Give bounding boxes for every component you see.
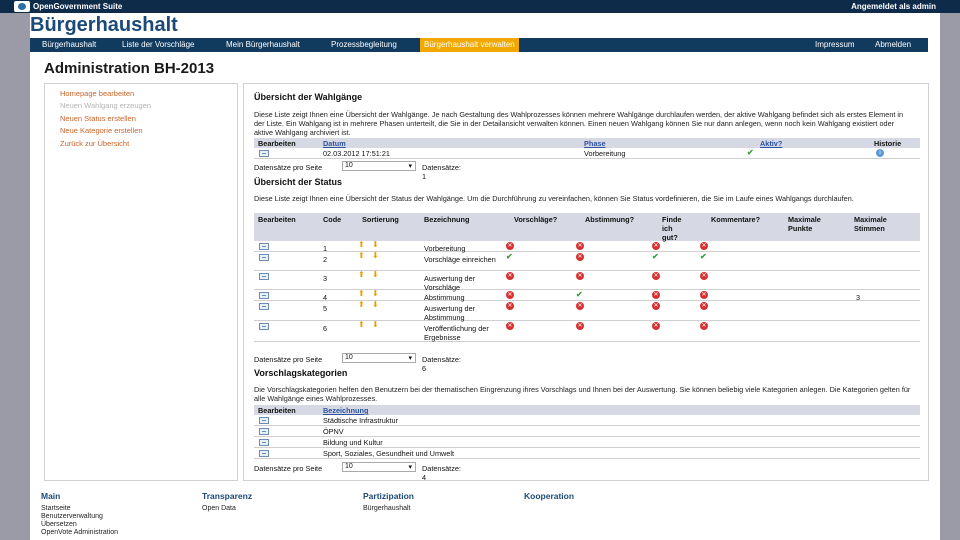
col-bearbeiten: Bearbeiten: [258, 139, 296, 148]
pager-label: Datensätze pro Seite: [254, 355, 323, 364]
suite-logo-icon: [14, 1, 30, 12]
edit-icon[interactable]: [259, 150, 269, 157]
cross-icon: ✕: [653, 303, 659, 309]
nav-item-liste-vorschlaege[interactable]: Liste der Vorschläge: [122, 40, 195, 49]
table-row: [254, 415, 920, 426]
col-code: Code: [323, 215, 342, 224]
row-bezeichnung: Städtische Infrastruktur: [323, 416, 399, 425]
edit-icon[interactable]: [259, 439, 269, 446]
row-bezeichnung: Auswertung der Abstimmung: [424, 304, 476, 322]
move-up-icon[interactable]: ⬆: [358, 270, 365, 279]
footer-heading: Kooperation: [524, 491, 575, 501]
per-page-select[interactable]: 10 ▾: [342, 462, 416, 472]
kategorien-text: Die Vorschlagskategorien helfen den Benutzern bei der thematischen Eingrenzung ihres Vorschlags und Ihnen bei der Auswertung. Sie können beliebig viele Kategorien anlegen. Die Kategorien gelten für alle Wahlgänge eines Wahlprozesses.: [254, 385, 911, 403]
check-icon: ✔: [576, 290, 583, 299]
cross-icon: ✕: [507, 323, 513, 329]
kategorien-table-header: [254, 405, 920, 415]
cross-icon: ✕: [507, 303, 513, 309]
sidebar-item-zurueck[interactable]: Zurück zur Übersicht: [60, 139, 130, 148]
row-bezeichnung: Vorschläge einreichen: [424, 255, 496, 264]
edit-icon[interactable]: [259, 417, 269, 424]
page-title: Administration BH-2013: [44, 60, 215, 77]
nav-item-buergerhaushalt[interactable]: Bürgerhaushalt: [42, 40, 97, 49]
row-code: 3: [323, 274, 328, 283]
footer-col-main: [41, 491, 118, 537]
check-icon: ✔: [747, 148, 754, 157]
move-down-icon[interactable]: ⬇: [372, 300, 379, 309]
sidebar-item-neue-kategorie[interactable]: Neue Kategorie erstellen: [60, 126, 143, 135]
check-icon: ✔: [652, 252, 659, 261]
row-bezeichnung: Sport, Soziales, Gesundheit und Umwelt: [323, 449, 455, 458]
col-max-punkte: Maximale Punkte: [788, 215, 821, 233]
row-bezeichnung: Vorbereitung: [424, 244, 466, 253]
cross-icon: ✕: [653, 292, 659, 298]
nav-item-prozessbegleitung[interactable]: Prozessbegleitung: [331, 40, 397, 49]
check-icon: ✔: [506, 252, 513, 261]
footer-heading: Transparenz: [202, 491, 253, 501]
row-bezeichnung: Veröffentlichung der Ergebnisse: [424, 324, 489, 342]
footer-link[interactable]: Benutzerverwaltung: [41, 513, 103, 520]
move-up-icon[interactable]: ⬆: [358, 320, 365, 329]
row-bezeichnung: Bildung und Kultur: [323, 438, 383, 447]
cross-icon: ✕: [701, 243, 707, 249]
move-up-icon[interactable]: ⬆: [358, 251, 365, 260]
col-aktiv[interactable]: Aktiv?: [760, 139, 783, 148]
status-text: Diese Liste zeigt Ihnen eine Übersicht der Status der Wahlgänge. Um die Durchführung zu vereinfachen, können Sie Status vordefinieren, die Sie im Laufe eines Wahlgangs durchlaufen.: [254, 194, 854, 203]
record-count: Datensätze: 4: [422, 464, 461, 482]
record-count: Datensätze: 6: [422, 355, 461, 373]
cross-icon: ✕: [701, 303, 707, 309]
edit-icon[interactable]: [259, 428, 269, 435]
sidebar-item-neuer-wahlgang: Neuen Wahlgang erzeugen: [60, 101, 152, 110]
nav-item-mein-buergerhaushalt[interactable]: Mein Bürgerhaushalt: [226, 40, 300, 49]
col-bezeichnung: Bezeichnung: [424, 215, 470, 224]
table-row: [254, 271, 920, 290]
suite-brand-label: OpenGovernment Suite: [33, 2, 123, 11]
status-heading: Übersicht der Status: [254, 177, 343, 187]
nav-item-abmelden[interactable]: Abmelden: [875, 40, 912, 49]
row-code: 2: [323, 255, 328, 264]
row-code: 5: [323, 304, 328, 313]
cross-icon: ✕: [653, 323, 659, 329]
cross-icon: ✕: [653, 243, 659, 249]
content-panel: [243, 83, 929, 481]
login-status: Angemeldet als admin: [851, 2, 936, 11]
check-icon: ✔: [700, 252, 707, 261]
row-bezeichnung: ÖPNV: [323, 427, 344, 436]
table-row: [254, 426, 920, 437]
sidebar-item-neuer-status[interactable]: Neuen Status erstellen: [60, 114, 136, 123]
col-abstimmung: Abstimmung?: [585, 215, 635, 224]
col-bezeichnung[interactable]: Bezeichnung: [323, 406, 369, 415]
edit-icon[interactable]: [259, 303, 269, 310]
footer-col-kooperation: [524, 491, 574, 505]
wahlgaenge-heading: Übersicht der Wahlgänge: [254, 92, 363, 102]
move-down-icon[interactable]: ⬇: [372, 240, 379, 249]
row-code: 6: [323, 324, 328, 333]
cross-icon: ✕: [577, 243, 583, 249]
move-down-icon[interactable]: ⬇: [372, 320, 379, 329]
table-row: [254, 321, 920, 342]
footer-link[interactable]: OpenVote Administration: [41, 529, 119, 536]
edit-icon[interactable]: [259, 254, 269, 261]
sidebar: [44, 83, 238, 481]
edit-icon[interactable]: [259, 273, 269, 280]
footer-link[interactable]: Bürgerhaushalt: [363, 505, 411, 512]
col-vorschlaege: Vorschläge?: [514, 215, 558, 224]
move-up-icon[interactable]: ⬆: [358, 289, 365, 298]
col-kommentare: Kommentare?: [711, 215, 761, 224]
cross-icon: ✕: [507, 273, 513, 279]
footer-link[interactable]: Übersetzen: [41, 521, 77, 528]
move-down-icon[interactable]: ⬇: [372, 270, 379, 279]
cross-icon: ✕: [701, 292, 707, 298]
nav-item-impressum[interactable]: Impressum: [815, 40, 855, 49]
pager-label: Datensätze pro Seite: [254, 464, 323, 473]
cross-icon: ✕: [577, 323, 583, 329]
info-icon[interactable]: i: [876, 149, 884, 157]
table-row: [254, 448, 920, 459]
table-row: [254, 148, 920, 159]
record-count: Datensätze: 1: [422, 163, 461, 181]
row-max-stimmen: 3: [856, 293, 861, 302]
suite-brand[interactable]: [14, 1, 122, 12]
wahlgaenge-text: Diese Liste zeigt Ihnen eine Übersicht der Wahlgänge. Je nach Gestaltung des Wahlprozesses können mehrere Wahlgänge durchlaufen werden, der aktive Wahlgang befindet sich als erstes Element in der Liste. Ein Wahlgang ist in mehrere Phasen unterteilt, die Sie in der Detailansicht verwalten können. Einen neuen Wahlgang können Sie nur dann anlegen, wenn noch kein Wahlgang existiert oder aktive Wahlgang archiviert ist.: [254, 110, 904, 137]
main-nav: [30, 38, 928, 52]
table-row: [254, 241, 920, 252]
cross-icon: ✕: [577, 254, 583, 260]
footer: [30, 491, 940, 540]
row-bezeichnung: Auswertung der Vorschläge: [424, 274, 476, 292]
move-up-icon[interactable]: ⬆: [358, 300, 365, 309]
cross-icon: ✕: [701, 323, 707, 329]
site-title[interactable]: Bürgerhaushalt: [30, 14, 178, 36]
footer-link[interactable]: Open Data: [202, 505, 236, 512]
per-page-select[interactable]: 10 ▾: [342, 353, 416, 363]
col-finde-ich-gut: Finde ich gut?: [662, 215, 682, 242]
row-datum: 02.03.2012 17:51:21: [323, 149, 390, 158]
row-bezeichnung: Abstimmung: [424, 293, 465, 302]
move-down-icon[interactable]: ⬇: [372, 251, 379, 260]
kategorien-heading: Vorschlagskategorien: [254, 368, 348, 378]
col-max-stimmen: Maximale Stimmen: [854, 215, 887, 233]
sidebar-item-homepage[interactable]: Homepage bearbeiten: [60, 89, 135, 98]
table-row: [254, 301, 920, 321]
nav-item-verwalten[interactable]: Bürgerhaushalt verwalten: [420, 38, 519, 52]
footer-col-partizipation: [363, 491, 414, 513]
row-phase: Vorbereitung: [584, 149, 626, 158]
per-page-select[interactable]: 10 ▾: [342, 161, 416, 171]
cross-icon: ✕: [701, 273, 707, 279]
col-bearbeiten: Bearbeiten: [258, 215, 296, 224]
edit-icon[interactable]: [259, 450, 269, 457]
col-datum[interactable]: Datum: [323, 139, 346, 148]
top-bar: [0, 0, 960, 13]
footer-heading: Main: [41, 491, 61, 501]
footer-col-transparenz: [202, 491, 252, 513]
col-phase[interactable]: Phase: [584, 139, 606, 148]
col-historie: Historie: [874, 139, 902, 148]
row-code: 4: [323, 293, 328, 302]
status-table-header: [254, 213, 920, 241]
table-row: [254, 290, 920, 301]
table-row: [254, 437, 920, 448]
move-up-icon[interactable]: ⬆: [358, 240, 365, 249]
cross-icon: ✕: [577, 303, 583, 309]
edit-icon[interactable]: [259, 323, 269, 330]
cross-icon: ✕: [653, 273, 659, 279]
wahlgaenge-pager: [254, 162, 461, 181]
table-row: [254, 252, 920, 271]
wahlgaenge-table-header: [254, 138, 920, 148]
edit-icon[interactable]: [259, 292, 269, 299]
row-code: 1: [323, 244, 328, 253]
footer-heading: Partizipation: [363, 491, 415, 501]
cross-icon: ✕: [507, 243, 513, 249]
col-bearbeiten: Bearbeiten: [258, 406, 296, 415]
footer-link[interactable]: Startseite: [41, 505, 71, 512]
cross-icon: ✕: [507, 292, 513, 298]
pager-label: Datensätze pro Seite: [254, 163, 323, 172]
kategorien-pager: [254, 463, 461, 482]
col-sortierung: Sortierung: [362, 215, 399, 224]
page: [30, 13, 940, 540]
move-down-icon[interactable]: ⬇: [372, 289, 379, 298]
cross-icon: ✕: [577, 273, 583, 279]
edit-icon[interactable]: [259, 243, 269, 250]
